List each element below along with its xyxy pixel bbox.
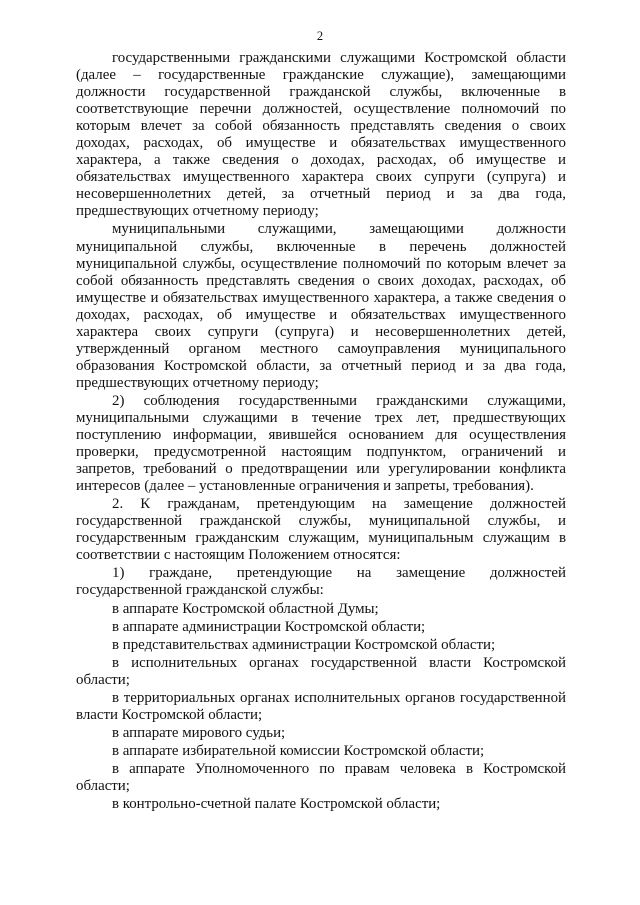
list-item-administration-apparatus: в аппарате администрации Костромской области;: [112, 618, 426, 635]
list-item-representative-offices: в представительствах администрации Костромской области;: [112, 636, 496, 653]
paragraph-municipal-servants: муниципальными служащими, замещающими должности муниципальной службы, включенные в перечень должностей муниципальной службы, осуществление полномочий по которым влечет за собой обязанность представлять сведения о своих доходах, расходах, об имуществе и обязательствах имущественного характера, а также сведения о доходах, расходах, об имуществе и обязательствах имущественного характера своих супруги (супруга) и несовершеннолетних детей, утвержденный органом местного самоуправления муниципального образования Костромской области, за отчетный период и за два года, предшествующих отчетному периоду;: [76, 221, 566, 391]
paragraph-civil-servants: государственными гражданскими служащими Костромской области (далее – государственные гражданские служащие), замещающими должности государственной гражданской службы, включенные в соответствующие перечни должностей, осуществление полномочий по которым влечет за собой обязанность представлять сведения о своих доходах, расходах, об имуществе и обязательствах имущественного характера, а также сведения о доходах, расходах, об имуществе и обязательствах имущественного характера своих супруги (супруга) и несовершеннолетних детей, за отчетный период и за два года, предшествующих отчетному периоду;: [76, 50, 566, 220]
paragraph-item-2-compliance: 2) соблюдения государственными гражданскими служащими, муниципальными служащими в течение трех лет, предшествующих поступлению информации, явившейся основанием для осуществления проверки, предусмотренной настоящим подпунктом, ограничений и запретов, требований о предотвращении или урегулировании конфликта интересов (далее – установленные ограничения и запреты, требования).: [76, 392, 566, 495]
paragraph-section-2: 2. К гражданам, претендующим на замещение должностей государственной гражданской службы, муниципальной службы, и государственным гражданским служащим, муниципальным служащим в соответствии с настоящим Положением относятся:: [76, 496, 566, 564]
page-number: 2: [316, 29, 324, 43]
list-item-duma-apparatus: в аппарате Костромской областной Думы;: [112, 600, 379, 617]
list-item-election-commission: в аппарате избирательной комиссии Костромской области;: [112, 742, 485, 759]
list-item-audit-chamber: в контрольно-счетной палате Костромской области;: [112, 796, 441, 813]
list-item-human-rights-ombudsman: в аппарате Уполномоченного по правам человека в Костромской области;: [76, 760, 566, 794]
list-item-territorial-bodies: в территориальных органах исполнительных органов государственной власти Костромской области;: [76, 689, 566, 723]
paragraph-item-1-citizens: 1) граждане, претендующие на замещение должностей государственной гражданской службы:: [76, 565, 566, 599]
document-body: [76, 50, 566, 813]
list-item-magistrate-apparatus: в аппарате мирового судьи;: [112, 724, 286, 741]
list-item-executive-bodies: в исполнительных органах государственной власти Костромской области;: [76, 654, 566, 688]
